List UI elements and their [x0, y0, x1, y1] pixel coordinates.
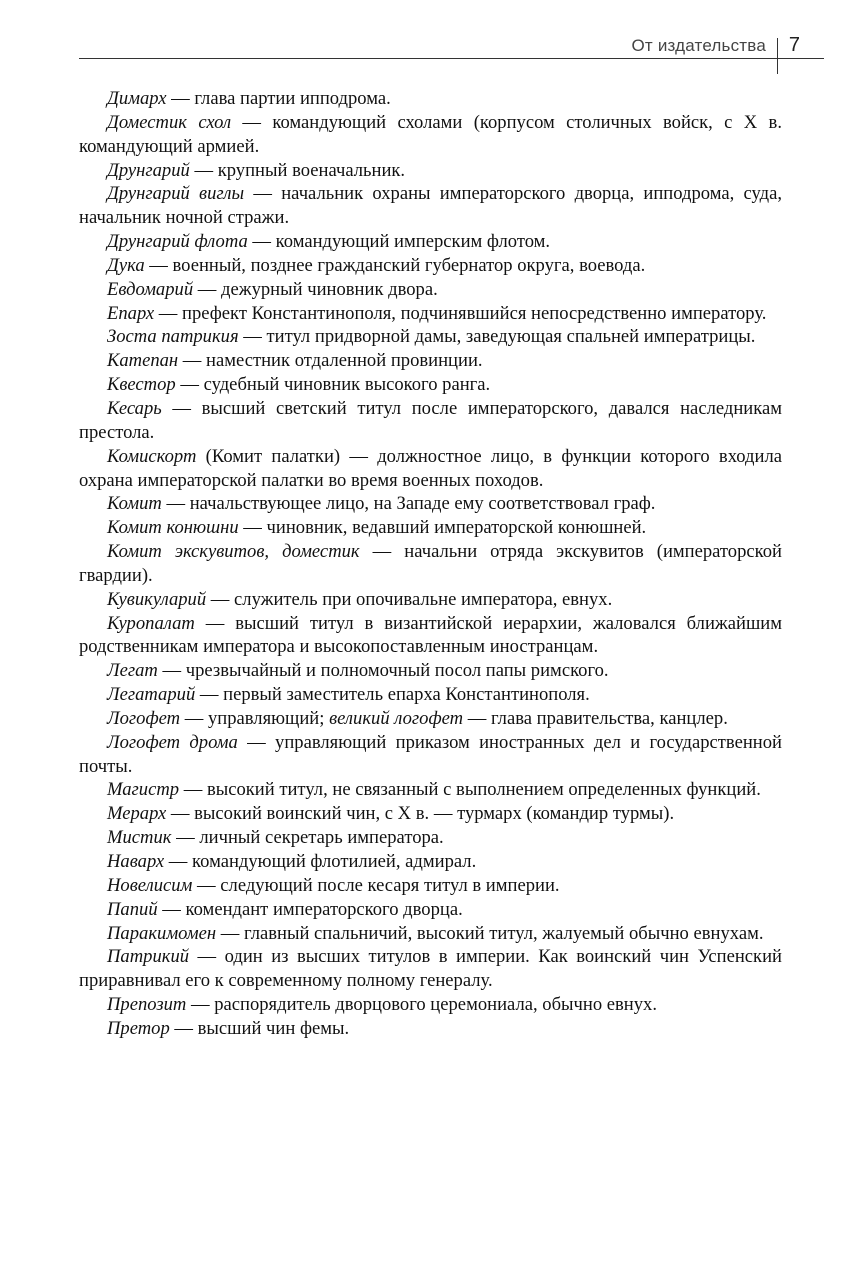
glossary-term: Комит конюшни: [107, 517, 239, 539]
glossary-definition: — управляющий приказом иностранных дел и государственной почты.: [79, 731, 782, 777]
glossary-term: Друнгарий флота: [107, 231, 248, 253]
glossary-entry: [79, 397, 782, 445]
glossary-definition: — первый заместитель епарха Константинополя.: [195, 684, 590, 706]
glossary-definition: — распорядитель дворцового церемониала, обычно евнух.: [186, 994, 657, 1016]
glossary-definition: — следующий после кесаря титул в империи.: [192, 874, 560, 896]
glossary-entry: [79, 492, 782, 516]
glossary-definition: — командующий имперским флотом.: [247, 231, 551, 253]
glossary-entry: [79, 898, 782, 922]
glossary-definition: — наместник отдаленной провинции.: [178, 350, 483, 372]
running-header: [79, 34, 824, 59]
glossary-term: Наварх: [107, 851, 165, 872]
glossary-definition: — судебный чиновник высокого ранга.: [175, 374, 491, 396]
glossary-term: Катепан: [107, 350, 179, 372]
glossary-term: Дука: [107, 254, 145, 276]
glossary-definition: — начальствующее лицо, на Западе ему соответствовал граф.: [161, 493, 656, 515]
glossary-entry: [79, 874, 782, 898]
glossary-term: Патрикий: [107, 946, 190, 968]
glossary-entry: [79, 254, 782, 278]
glossary-term: Новелисим: [107, 874, 193, 896]
glossary-definition: — чрезвычайный и полномочный посол папы римского.: [157, 660, 609, 682]
glossary-entry: [79, 540, 782, 588]
glossary-term: Епарх: [107, 302, 155, 324]
glossary-definition: — служитель при опочивальне императора, евнух.: [206, 588, 613, 610]
page-number: 7: [788, 34, 800, 56]
glossary-term: Куропалат: [107, 612, 195, 634]
glossary-entry: [79, 278, 782, 302]
glossary-definition: — личный секретарь императора.: [171, 827, 444, 849]
glossary-definition: — военный, позднее гражданский губернатор округа, воевода.: [144, 254, 646, 276]
glossary-term: Друнгарий: [107, 159, 190, 181]
glossary-term: Магистр: [107, 779, 180, 801]
glossary-entry: [79, 182, 782, 230]
glossary-entry: [79, 945, 782, 993]
glossary-term: Препозит: [107, 994, 187, 1016]
glossary-entry: [79, 87, 782, 111]
glossary-entry: [79, 302, 782, 326]
glossary-term: Мерарх: [107, 803, 167, 825]
glossary-term: Претор: [107, 1017, 170, 1039]
glossary-definition: — высший чин фемы.: [169, 1017, 350, 1039]
glossary-term: Квестор: [107, 374, 176, 396]
glossary-term: Зоста патрикия: [107, 326, 239, 348]
header-divider: [777, 38, 778, 74]
glossary-definition: — глава партии ипподрома.: [166, 88, 391, 109]
glossary-definition: — крупный военачальник.: [189, 159, 406, 181]
glossary-definition: — высший светский титул после императорского, давался наследникам престола.: [79, 397, 782, 443]
glossary-entry: [79, 993, 782, 1017]
glossary-entry: [79, 588, 782, 612]
glossary-term: Легат: [107, 660, 158, 682]
glossary-entry: [79, 159, 782, 183]
glossary-definition: — комендант императорского дворца.: [157, 898, 463, 920]
glossary-term: Доместик схол: [107, 111, 232, 133]
glossary-term: Паракимомен: [107, 922, 217, 944]
glossary-term: Димарх: [107, 88, 167, 109]
glossary-term: Комискорт: [107, 445, 197, 467]
glossary-definition: — глава правительства, канцлер.: [463, 707, 728, 729]
glossary-definition: — управляющий;: [180, 707, 330, 729]
glossary-entry: [79, 802, 782, 826]
glossary-definition: — начальни отряда экскувитов (императорской гвардии).: [79, 541, 782, 586]
glossary-term: Друнгарий виглы: [107, 183, 245, 205]
glossary-entry: [79, 516, 782, 540]
glossary-definition: — командующий флотилией, адмирал.: [164, 851, 477, 872]
glossary-entry: [79, 731, 782, 779]
glossary-entry: [79, 659, 782, 683]
glossary-entry: [79, 373, 782, 397]
glossary-term: Мистик: [107, 827, 172, 849]
glossary-definition: — дежурный чиновник двора.: [193, 278, 438, 300]
glossary-term: Комит: [107, 493, 162, 515]
glossary-entry: [79, 683, 782, 707]
glossary-entry: [79, 826, 782, 850]
glossary-entry: [79, 612, 782, 660]
glossary-entry: [79, 1017, 782, 1041]
glossary-definition: — главный спальничий, высокий титул, жалуемый обычно евнухам.: [216, 922, 764, 944]
glossary-definition: — чиновник, ведавший императорской конюшней.: [238, 517, 647, 539]
glossary-entry: [79, 230, 782, 254]
glossary-definition: — один из высших титулов в империи. Как воинский чин Успенский приравнивал его к современному полному генералу.: [79, 946, 782, 992]
header-section-title: От издательства: [631, 36, 766, 55]
glossary-definition: — префект Константинополя, подчинявшийся непосредственно императору.: [154, 302, 767, 324]
glossary-entry: [79, 850, 782, 874]
glossary-definition: — высокий воинский чин, с X в. — турмарх (командир турмы).: [166, 803, 675, 825]
glossary-term: великий логофет: [329, 707, 464, 729]
glossary-term: Логофет: [107, 707, 181, 729]
glossary-definition: — командующий схолами (корпусом столичных войск, с X в. командующий армией.: [79, 111, 782, 157]
glossary-term: Кесарь: [107, 397, 162, 419]
glossary-definition: — высокий титул, не связанный с выполнением определенных функций.: [179, 779, 761, 801]
glossary-entry: [79, 111, 782, 159]
glossary-term: Папий: [107, 898, 158, 920]
glossary-term: Легатарий: [107, 684, 196, 706]
glossary-entry: [79, 922, 782, 946]
glossary-definition: — начальник охраны императорского дворца, ипподрома, суда, начальник ночной стражи.: [79, 183, 782, 229]
glossary-definition: — титул придворной дамы, заведующая спальней императрицы.: [238, 326, 756, 348]
glossary-term: Логофет дрома: [107, 731, 238, 753]
glossary-term: Комит экскувитов, доместик: [107, 541, 360, 563]
glossary-term: Евдомарий: [107, 278, 194, 300]
glossary-entry: [79, 325, 782, 349]
glossary-term: Кувикуларий: [107, 588, 207, 610]
glossary-definition: (Комит палатки) — должностное лицо, в функции которого входила охрана императорской палатки во время военных походов.: [79, 445, 782, 491]
glossary-definition: — высший титул в византийской иерархии, жаловался ближайшим родственникам императора и высокопоставленным иностранцам.: [79, 612, 782, 658]
glossary-entry: [79, 349, 782, 373]
glossary-list: [79, 87, 782, 1041]
glossary-entry: [79, 707, 782, 731]
glossary-entry: [79, 778, 782, 802]
glossary-entry: [79, 445, 782, 493]
